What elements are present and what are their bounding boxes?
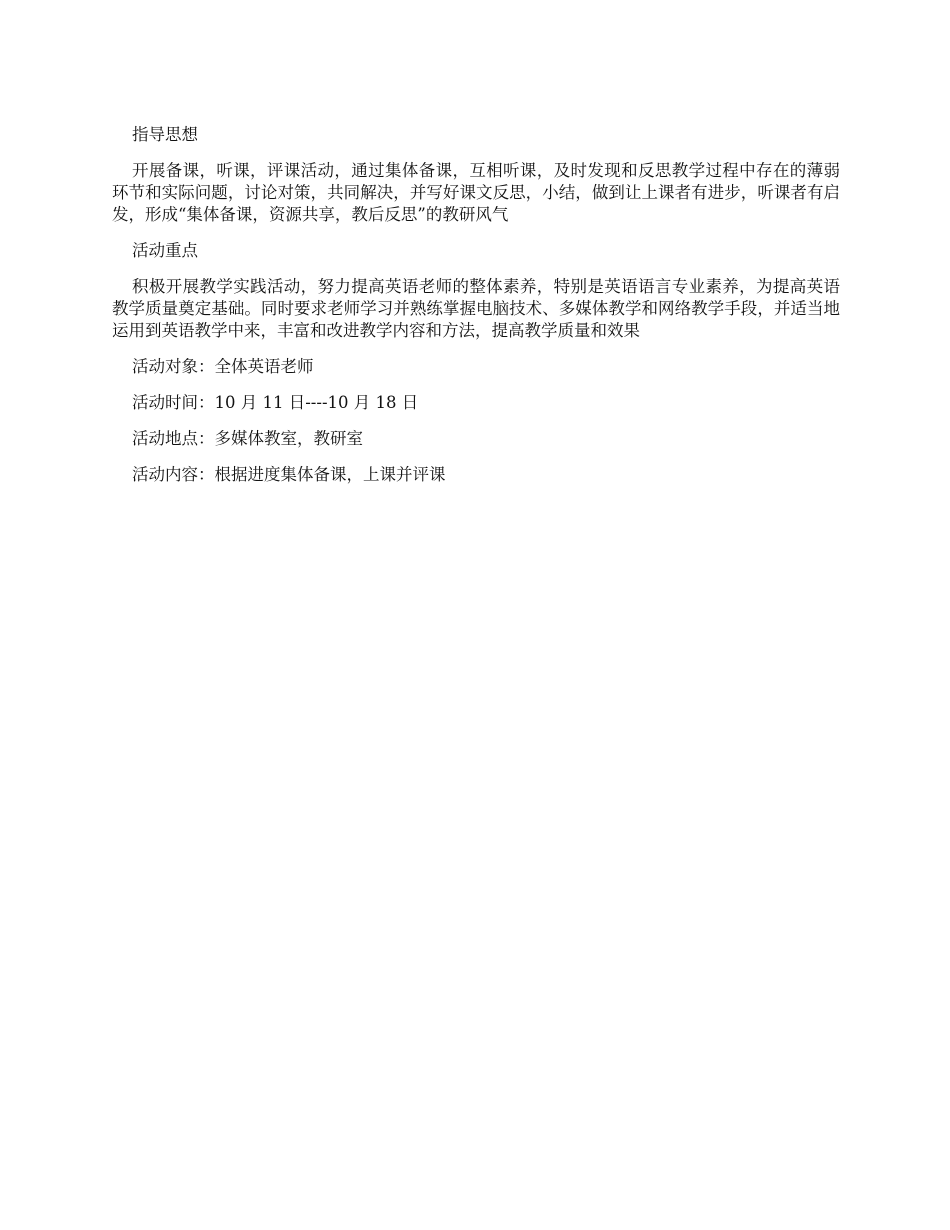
document-page: [112, 124, 840, 500]
section-body-guiding-idea: 开展备课，听课，评课活动，通过集体备课，互相听课，及时发现和反思教学过程中存在的薄弱环节和实际问题，讨论对策，共同解决，并写好课文反思，小结，做到让上课者有进步，听课者有启发，形成“集体备课，资源共享，教后反思”的教研风气: [112, 161, 840, 224]
section-heading-guiding-idea: 指导思想: [132, 125, 198, 144]
section-body-activity-focus: 积极开展教学实践活动，努力提高英语老师的整体素养，特别是英语语言专业素养，为提高英语教学质量奠定基础。同时要求老师学习并熟练掌握电脑技术、多媒体教学和网络教学手段，并适当地运用到英语教学中来，丰富和改进教学内容和方法，提高教学质量和效果: [112, 277, 840, 340]
section-heading-activity-focus: 活动重点: [132, 241, 198, 260]
detail-activity-time: 活动时间：10 月 11 日----10 月 18 日: [132, 393, 419, 412]
detail-activity-content: 活动内容：根据进度集体备课，上课并评课: [132, 465, 446, 484]
detail-activity-location: 活动地点：多媒体教室，教研室: [132, 429, 363, 448]
detail-activity-audience: 活动对象：全体英语老师: [132, 357, 314, 376]
